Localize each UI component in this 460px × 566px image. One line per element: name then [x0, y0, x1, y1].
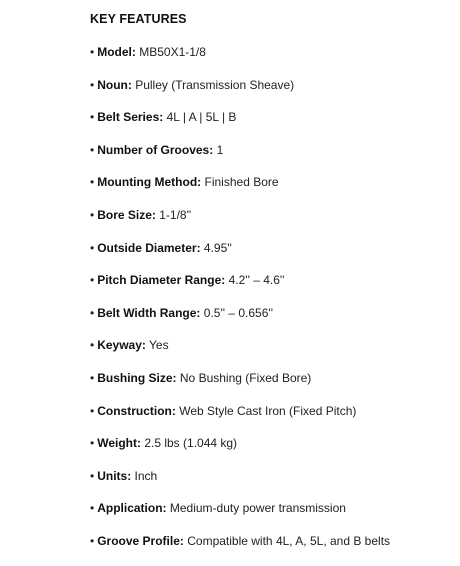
bullet-icon: • — [90, 501, 95, 516]
feature-item-belt-series — [90, 109, 390, 142]
feature-label: Outside Diameter: — [97, 240, 201, 255]
feature-item-units — [90, 468, 390, 501]
feature-value: Compatible with 4L, A, 5L, and B belts — [187, 533, 391, 548]
feature-label: Keyway: — [97, 338, 146, 353]
feature-value: 0.5'' – 0.656'' — [203, 305, 273, 320]
feature-value: MB50X1-1/8 — [139, 45, 206, 59]
feature-item-keyway — [90, 337, 390, 370]
feature-label: Bushing Size: — [97, 370, 177, 385]
feature-value: Finished Bore — [204, 175, 279, 190]
bullet-icon: • — [90, 468, 95, 483]
feature-item-application — [90, 500, 390, 533]
feature-item-number-of-grooves — [90, 142, 390, 175]
bullet-icon: • — [90, 338, 95, 353]
bullet-icon: • — [90, 305, 95, 320]
bullet-icon: • — [90, 273, 95, 288]
feature-item-bushing-size — [90, 370, 390, 403]
bullet-icon: • — [90, 142, 95, 157]
bullet-icon: • — [90, 436, 95, 451]
feature-value: Web Style Cast Iron (Fixed Pitch) — [179, 403, 357, 418]
bullet-icon: • — [90, 110, 95, 125]
feature-value: Inch — [134, 468, 158, 483]
feature-label: Belt Series: — [97, 110, 164, 125]
feature-label: Belt Width Range: — [97, 305, 201, 320]
feature-label: Bore Size: — [97, 207, 156, 222]
feature-label: Groove Profile: — [97, 533, 184, 548]
feature-item-bore-size — [90, 207, 390, 240]
feature-value: 4L | A | 5L | B — [166, 110, 237, 125]
bullet-icon: • — [90, 370, 95, 385]
feature-label: Number of Grooves: — [97, 142, 214, 157]
feature-item-outside-diameter — [90, 240, 390, 273]
feature-item-belt-width-range — [90, 305, 390, 338]
feature-value: Pulley (Transmission Sheave) — [135, 77, 295, 92]
feature-value: No Bushing (Fixed Bore) — [179, 370, 312, 385]
feature-value: 4.95'' — [203, 240, 232, 255]
key-features-section — [90, 11, 455, 548]
bullet-icon: • — [90, 77, 95, 92]
feature-value: 1 — [216, 142, 224, 157]
bullet-icon: • — [90, 403, 95, 418]
feature-label: Units: — [97, 468, 132, 483]
feature-item-weight — [90, 435, 390, 468]
feature-value: Medium-duty power transmission — [169, 501, 346, 516]
feature-label: Pitch Diameter Range: — [97, 273, 226, 288]
bullet-icon: • — [90, 207, 95, 222]
feature-label: Mounting Method: — [97, 175, 202, 190]
feature-value: Yes — [149, 338, 169, 353]
feature-label: Model: — [97, 45, 136, 59]
feature-label: Construction: — [97, 403, 176, 418]
feature-value: 2.5 lbs (1.044 kg) — [144, 436, 238, 451]
feature-label: Weight: — [97, 436, 141, 451]
feature-label: Application: — [97, 501, 167, 516]
feature-label: Noun: — [97, 77, 132, 92]
bullet-icon: • — [90, 533, 95, 548]
feature-item-model — [90, 44, 390, 77]
features-list — [90, 44, 390, 566]
feature-item-mounting-method — [90, 174, 390, 207]
bullet-icon: • — [90, 45, 95, 59]
feature-item-noun — [90, 77, 390, 110]
bullet-icon: • — [90, 240, 95, 255]
bullet-icon: • — [90, 175, 95, 190]
feature-item-groove-profile — [90, 533, 390, 566]
feature-item-pitch-diameter-range — [90, 272, 390, 305]
feature-value: 4.2'' – 4.6'' — [228, 273, 285, 288]
feature-item-construction — [90, 403, 390, 436]
section-heading: KEY FEATURES — [90, 12, 187, 26]
feature-value: 1-1/8'' — [159, 207, 192, 222]
